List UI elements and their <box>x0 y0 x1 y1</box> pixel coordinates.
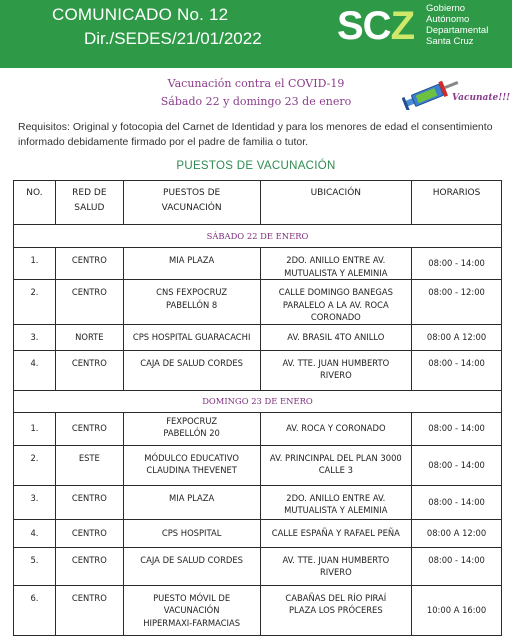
table-row <box>14 248 502 280</box>
table-row <box>14 350 502 390</box>
cell-horario: 08:00 - 12:00 <box>412 280 502 325</box>
comunicado-number: COMUNICADO No. 12 <box>52 5 229 24</box>
cell-no: 6. <box>14 585 56 635</box>
cell-horario: 08:00 - 14:00 <box>412 412 502 445</box>
cell-puesto: CPS HOSPITAL <box>123 519 260 547</box>
comunicado-code: Dir./SEDES/21/01/2022 <box>84 29 262 48</box>
cell-no: 4. <box>14 519 56 547</box>
vaccination-table <box>13 180 502 636</box>
cell-puesto: MIA PLAZA <box>123 485 260 519</box>
cell-puesto: MÓDULCO EDUCATIVO CLAUDINA THEVENET <box>123 445 260 485</box>
logo-sc: SC <box>337 4 391 48</box>
scz-logo <box>337 4 414 48</box>
table-title: PUESTOS DE VACUNACIÓN <box>176 160 336 172</box>
cell-horario: 08:00 - 14:00 <box>412 350 502 390</box>
cell-red: NORTE <box>55 324 123 350</box>
cell-horario: 08:00 - 14:00 <box>412 248 502 280</box>
col-header-ubicacion: UBICACIÓN <box>260 181 412 225</box>
table-row <box>14 585 502 635</box>
cell-puesto: CAJA DE SALUD CORDES <box>123 547 260 585</box>
logo-z: Z <box>390 4 415 48</box>
table-row <box>14 412 502 445</box>
cell-no: 5. <box>14 547 56 585</box>
cell-horario: 08:00 - 14:00 <box>412 485 502 519</box>
gov-line: Autónomo <box>426 14 470 25</box>
cell-no: 3. <box>14 485 56 519</box>
cell-horario: 08:00 A 12:00 <box>412 324 502 350</box>
table-row <box>14 485 502 519</box>
table-row <box>14 324 502 350</box>
cell-no: 4. <box>14 350 56 390</box>
section-row-saturday <box>14 225 502 248</box>
cell-puesto: FEXPOCRUZ PABELLÓN 20 <box>123 412 260 445</box>
cell-ubicacion: 2DO. ANILLO ENTRE AV. MUTUALISTA Y ALEMINIA <box>260 248 412 280</box>
cell-ubicacion: AV. ROCA Y CORONADO <box>260 412 412 445</box>
cell-red: CENTRO <box>55 280 123 325</box>
cell-horario: 08:00 A 12:00 <box>412 519 502 547</box>
cell-ubicacion: CALLE ESPAÑA Y RAFAEL PEÑA <box>260 519 412 547</box>
col-header-puestos: PUESTOS DE VACUNACIÓN <box>123 181 260 225</box>
cell-red: CENTRO <box>55 485 123 519</box>
section-row-sunday <box>14 390 502 412</box>
col-header-horarios: HORARIOS <box>412 181 502 225</box>
table-header-row <box>14 181 502 225</box>
gov-line: Departamental <box>426 25 489 36</box>
section-label: SÁBADO 22 DE ENERO <box>14 225 502 248</box>
cell-puesto: CNS FEXPOCRUZ PABELLÓN 8 <box>123 280 260 325</box>
government-name <box>426 3 488 47</box>
cell-horario: 10:00 A 16:00 <box>412 585 502 635</box>
header-banner <box>0 0 512 68</box>
cell-red: CENTRO <box>55 350 123 390</box>
cell-no: 2. <box>14 280 56 325</box>
cell-horario: 08:00 - 14:00 <box>412 547 502 585</box>
cell-ubicacion: AV. PRINCINPAL DEL PLAN 3000 CALLE 3 <box>260 445 412 485</box>
table-row <box>14 519 502 547</box>
cell-red: CENTRO <box>55 248 123 280</box>
campaign-dates: Sábado 22 y domingo 23 de enero <box>160 95 352 108</box>
gov-line: Gobierno <box>426 3 466 14</box>
cell-no: 3. <box>14 324 56 350</box>
cell-no: 1. <box>14 248 56 280</box>
cell-ubicacion: AV. TTE. JUAN HUMBERTO RIVERO <box>260 350 412 390</box>
cell-horario: 08:00 - 14:00 <box>412 445 502 485</box>
col-header-no: NO. <box>14 181 56 225</box>
cell-no: 1. <box>14 412 56 445</box>
cell-puesto: CAJA DE SALUD CORDES <box>123 350 260 390</box>
table-row <box>14 280 502 325</box>
section-label: DOMINGO 23 DE ENERO <box>14 390 502 412</box>
table-row <box>14 445 502 485</box>
cell-ubicacion: AV. BRASIL 4TO ANILLO <box>260 324 412 350</box>
cell-red: CENTRO <box>55 585 123 635</box>
cell-ubicacion: AV. TTE. JUAN HUMBERTO RIVERO <box>260 547 412 585</box>
cell-red: CENTRO <box>55 412 123 445</box>
cell-red: ESTE <box>55 445 123 485</box>
cell-ubicacion: 2DO. ANILLO ENTRE AV. MUTUALISTA Y ALEMINIA <box>260 485 412 519</box>
cell-ubicacion: CABAÑAS DEL RÍO PIRAÍ PLAZA LOS PRÓCERES <box>260 585 412 635</box>
cell-ubicacion: CALLE DOMINGO BANEGAS PARALELO A LA AV. ROCA CORONADO <box>260 280 412 325</box>
cell-no: 2. <box>14 445 56 485</box>
cell-red: CENTRO <box>55 519 123 547</box>
table-row <box>14 547 502 585</box>
requirements-text: Requisitos: Original y fotocopia del Carnet de Identidad y para los menores de edad el consentimiento informado debidamente firmado por el padre de familia o tutor. <box>18 121 493 148</box>
campaign-title: Vacunación contra el COVID-19 <box>167 77 345 90</box>
cell-puesto: PUESTO MÓVIL DE VACUNACIÓN HIPERMAXI-FARMACIAS <box>123 585 260 635</box>
cell-puesto: CPS HOSPITAL GUARACACHI <box>123 324 260 350</box>
cell-puesto: MIA PLAZA <box>123 248 260 280</box>
gov-line: Santa Cruz <box>426 36 474 47</box>
col-header-red: RED DE SALUD <box>55 181 123 225</box>
vacunate-slogan: Vacunate!!! <box>452 93 511 103</box>
cell-red: CENTRO <box>55 547 123 585</box>
